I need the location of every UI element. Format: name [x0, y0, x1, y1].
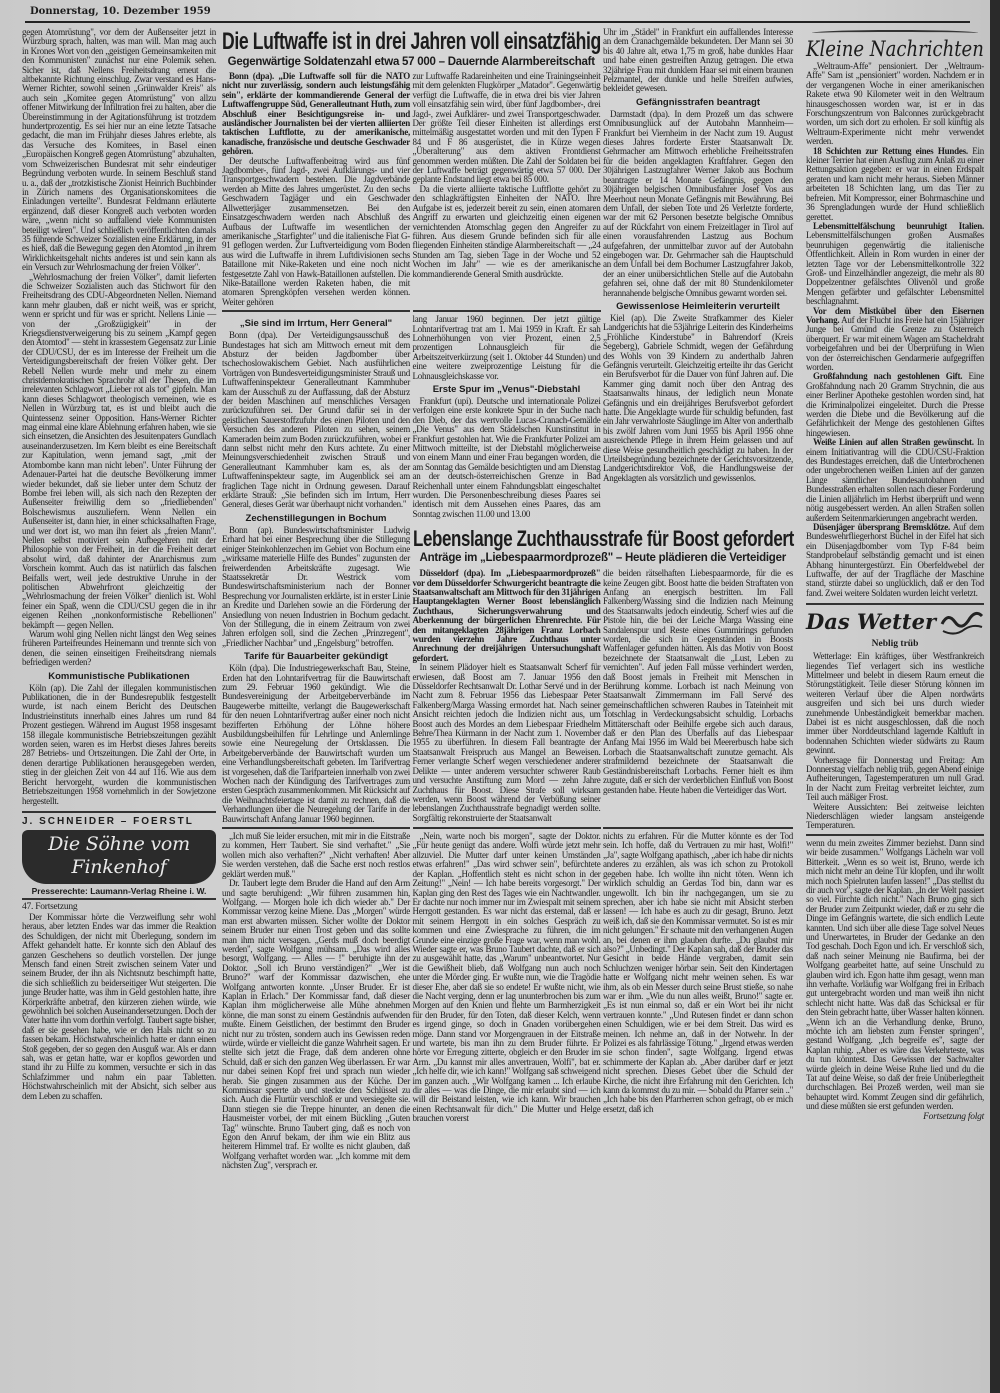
article-text: Bonn (ap). Bundeswirtschaftsminister Ludwig Erhard hat bei einer Besprechung über die Stillegung einiger Steinkohlenzechen im Gebiet von Bochum eine „wirksame materielle Hilfe des Bundes" zugunsten der freiwerdenden Arbeitskräfte zugesagt. Wie Staatssekretär Dr. Westrick vom Bundeswirtschaftsministerium nach der Bonner Besprechung vor Journalisten erklärte, ist in erster Linie an Kredite und Darlehen sowie an die Förderung der Ansiedlung von neuen Industrien in Bochum gedacht. Von der Stillegung, die in einem Zeitraum von zwei Jahren erfolgen soll, sind die Zechen „Prinzregent", „Friedlicher Nachbar" und „Engelsburg" betroffen. — [222, 524, 410, 648]
news-item-title: Düsenjäger übersprang Bremsklötze. — [813, 521, 950, 532]
serial-title-banner — [22, 830, 216, 884]
serial-col2 — [222, 827, 410, 1171]
boost-header — [413, 526, 794, 568]
news-item-title: Weiße Linien auf allen Straßen gewünscht. — [813, 437, 974, 448]
serial-col3 — [413, 827, 601, 1124]
staedel-column — [603, 28, 793, 483]
news-item: Auf der Flucht ins Freie hat ein 15jähriger Junge bei Gmünd die Grenze zu Österreich überquert. Er war mit einem Wagen am Stacheldraht vorbeigefahren und bei der Überprüfung in Wien von der österreichischen Gendarmerie aufgegriffen worden. — [806, 314, 984, 372]
subheading-wrap — [413, 384, 601, 395]
article-text: Köln (dpa). Die Industriegewerkschaft Bau, Steine, Erden hat den Lohntarifvertrag für die Bauwirtschaft zum 29. Februar 1960 gekündigt. Wie die Bundesvereinigung der Arbeitgeberverbände im Baugewerbe mitteilte, verlangt die Baugewerkschaft für den neuen Lohntarifvertrag außer einer noch nicht bezifferten Erhöhung der Löhne höhere Ausbildungsbeihilfen für Lehrlinge und Anlernlinge sowie eine Neuregelung der Ortsklassen. Die Arbeitgeberverbände der Bauwirtschaft wurden um eine Verhandlungsbereitschaft gebeten. Im Tarifvertrag ist vorgesehen, daß die Tarifparteien innerhalb von zwei Wochen nach der Kündigung des Tarifvertrages zum ersten Gespräch zusammenkommen. Mit Rücksicht auf die Weihnachtsfeiertage ist damit zu rechnen, daß die Verhandlungen über die Neuregelung der Tarife in der Bauwirtschaft Anfang Januar 1960 beginnen. — [222, 663, 410, 824]
kleine-nachrichten-column — [806, 62, 984, 598]
serial-text: Der Kommissar hörte die Verzweiflung sehr wohl heraus, aber letzten Endes war das immer die Reaktion des Schuldigen, der nicht mit Überlegung, sondern im Affekt gehandelt hatte. Er konnte sich den Ablauf des ganzen Geschehens so deutlich vorstellen. Der junge Mensch fand einen Streit zwischen seinem Vater und seinem Bruder, der ihn als Nichtsnutz beschimpft hatte, die sich schließlich zu beiderseitiger Wut steigerten. Die junge Bruder hatte, was ihm in Geld gestohlen hatte, ihre Körperkräfte anbetraf, den kürzeren ziehen würde, wie gewöhnlich bei solchen Auseinandersetzungen. Doch der Vater hatte ihn vom dorthin verfolgt. Taubert sagte bisher, daß er sie gesehen habe, wie er den Hals nicht so zu fassen bekam. Höchstwahrscheinlich hatte er dann einen Stoß gegeben, der so gegen den Ausguß war. Als er dann sah, was er getan hatte, war er kopflos geworden und stand ihr zu Hilfe zu kommen, versuchte er sich in das Schlafzimmer und nahm ein paar Tabletten. Höchstwahrscheinlich mit der Absicht, sich selber aus dem Leben zu schaffen. — [22, 911, 216, 1101]
article-text: „Wehrlosmachung der freien Völker", damit lieferten die Schweizer Sozialisten auch das Stichwort für den Freiheitsdrang des CDU-Abgeordneten Nellen. Niemand kann mehr glauben, daß er nicht weiß, was er spricht, wenn er spricht und für was er spricht. Nellens Linie — von der „Großzügigkeit" in der Kriegsdienstverweigerung bis zu seinem „Kampf gegen den Atomtod" — steht in krassestem Gegensatz zur Linie der CDU/CSU, der es im Interesse der Freiheit um die Verteidigungsbereitschaft der freien Völker geht. Der Rebell Nellen wurde mehr und mehr zu einem christdemokratischen Sprachrohr all der Thesen, die im irrelevanten Schlagwort „Lieber rot als tot" gipfeln. Man kann dieses Schlagwort theologisch verneinen, wie es Nellen in Würzburg tat, es ist und bleibt auch die Quintessenz seiner Opposition. Hans-Werner Richter mag einmal eine klare Ablehnung erfahren haben, wie sie sich einsetzen, die Ansichten des Jesuitenpaters Gundlach auseinanderzusetzen. Im Kern bleibt es eine Bereitschaft zur Kapitulation, wenn jemand sagt, „mit der Atombombe kann man nicht leben". Unter Führung der Adenauer-Partei hat die deutsche Bevölkerung immer wieder bekundet, daß sie lieber unter dem Schutz der Bombe frei leben will, als sich nach den Rezepten der Außenseiter freiwillig dem so „friedliebenden" Bolschewismus auszuliefern. Wenn Nellen ein Außenseiter ist, dann hier, in einer schicksalhaften Frage, und wer dort ist, wo man ihn feiert als „freien Mann". Nellen selbst motiviert sein Aufbegehren mit der Philosophie von der Freiheit, in der die Freiheit derart absolut wird, daß dahinter der Anarchismus zum Vorschein kommt. Auch das ist natürlich das falschen Beifalls wert, weil jede destruktive Unruhe in der politischen Abwehrfront gleichzeitig der „Wehrlosmachung der freien Völker" dienlich ist. Wohl feiner ein Spaß, wenn die CDU/CSU gegen die in ihr eigenen Reihen „nonkonformistische Rebellionen" bekämpft — gegen Nellen. — [22, 271, 216, 630]
serial-col4 — [603, 827, 793, 1114]
subheading-wrap — [222, 513, 410, 524]
title-wrap — [806, 608, 940, 636]
header-rule — [25, 21, 970, 23]
subheading: Erste Spur im „Venus"-Diebstahl — [432, 384, 581, 395]
boost-col2 — [603, 569, 793, 795]
news-entry — [806, 372, 984, 438]
article-text: Köln (ap). Die Zahl der illegalen kommunistischen Publikationen, die in der Bundesrepublik festgestellt wurde, ist nach einem Bericht des Deutschen Industrieinstituts innerhalb eines Jahres um rund 84 Prozent gestiegen. Während im August 1958 insgesamt 158 illegale kommunistische Betriebszeitungen gezählt worden seien, waren es im Herbst dieses Jahres bereits 287 Betriebs- und Ortszeitungen. Die Zahl der Orte, in denen derartige Publikationen herausgegeben werden, stieg in der gleichen Zeit von 44 auf 116. Wie aus dem Bericht hervorgeht, wurden die kommunistischen Betriebszeitungen 1958 vornehmlich in der Sowjetzone hergestellt. — [22, 682, 216, 806]
luftwaffe-col1 — [222, 72, 410, 307]
headline-boost: Lebenslange Zuchthausstrafe für Boost gefordert — [412, 526, 794, 552]
serial-text: „Nein, warte noch bis morgen", sagte der Doktor. „Für heute genügt das andere. Wolfi würde jetzt mehr allzuviel. Die Mutter darf unter keinen Umständen etwas erfahren!" „Das wird schwer sein", befürchtete der Kaplan. „Hoffentlich steht es nicht schon in der Zeitung!" „Nein! — Ich habe bereits vorgesorgt." Der Kaplan ging den Rest des Tages wie ein Nachtwandler. Er dachte nur noch immer nur im Zwiespalt mit seinem Herrgott gestanden. Es war nicht das erstemal, daß er mit seinem Herrgott in ein solches Gespräch zu kommen und eine Zwiesprache zu führen, die im Grunde eine einzige große Frage war, wenn man wohl. Wieder sagte er, was Bruno Taubert dachte, daß er sich zu ausgewählt hatte, das „Warum" unbeantwortet. Nur die Gewißheit blieb, daß Wolfgang nun auch noch unter die Mörder ging. Er wußte nun, wie die Tragödie dieser Ehe, aber daß sie so endete! Er wußte nicht, wie die Nacht verging, denn er lag ununterbrochen bis zum Morgen auf den Knien und flehte um Barmherzigkeit für den Bruder, für den Toten, daß dieser Kelch, wenn es irgend ginge, so doch in Gnaden vorübergehen möge. Dann stand vor Morgengrauen in der Eitstraße und wartete, bis man ihn zu dem Bruder führte. Er hörte vor Erregung zitterte, obgleich er den Bruder im Arm. „Du kannst mir alles anvertrauen, Wolfi", bat er. „Ich helfe dir, wie ich kann!" Wolfgang saß schweigend im ganzen auch. „Wir Wolfgang kamen ... Ich erlaube dir alles — was die Dinge, die mir erlaubt sind — ich will dir Beistand leisten, wie ich kann. Wir brauchen einen Rechtsanwalt für dich." Die Mutter und Helge brauchen vorerst — [412, 831, 601, 1124]
right-column — [806, 28, 984, 1123]
article-text: Frankfurt (upi). Deutsche und internationale Polizei verfolgen eine erste konkrete Spur in der Suche nach den Dieb, der das wertvolle Lucas-Cranach-Gemälde „Die Venus" aus dem Städelschen Kunstinstitut in Frankfurt gestohlen hat. Wie die Frankfurter Polizei am Mittwoch mitteilte, ist der Diebstahl möglicherweise von einem Mann und einer Frau begangen worden, die am Sonntag das Gemälde besichtigten und am Dienstag an der deutsch-österreichischen Grenze in Bad Reichenhall unter einem Fahndungsblatt eingeschaltet wurden. Die Personenbeschreibung dieses Paares sei identisch mit dem Aussehen eines Paares, das am Sonntag zwischen 11.00 und 13.00 — [412, 396, 601, 519]
news-entry — [806, 523, 984, 598]
serial-header — [22, 811, 216, 902]
news-entry — [806, 307, 984, 373]
subheading: Gewissenlose Heimleiterin verurteilt — [616, 300, 780, 312]
subheading-wrap — [806, 639, 984, 650]
news-item: Ein kleiner Terrier hat einen Ausflug zum Anlaß zu einer Rettungsaktion gegeben: er war in einen Erdspalt geraten und kam nicht mehr heraus. Sieben Männer arbeiteten 18 Schichten lang, um das Tier zu befreien. Mit Kompressor, einer Bohrmaschine und 36 Sprengladungen wurde der Hund schließlich gerettet. — [806, 145, 984, 222]
news-item: „Weltraum-Affe" pensioniert. Der „Weltraum-Affe" Sam ist „pensioniert" worden. Nachdem er in der vergangenen Woche in einer amerikanischen Rakete etwa 90 Kilometer weit in den Weltraum hinausgeschossen worden war, ist er in das Forschungszentrum von Balconnes zurückgebracht worden, um sich dort zu erholen. Er soll künftig als Weltraum-Experimente nicht mehr verwendet werden. — [806, 61, 984, 147]
lead-text: Bonn (dpa). „Die Luftwaffe soll für die NATO nicht nur zuverlässig, sondern auch leistungsfähig sein", erklärte der kommandierende General der Luftwaffengruppe Süd, Generalleutnant Huth, zum Abschluß einer Besichtigungsreise in- und ausländischer Journalisten bei der vierten alliierten taktischen Luftflotte, zu der amerikanische, kanadische, französische und deutsche Geschwader gehören. — [222, 71, 410, 157]
irrtum-column — [222, 310, 410, 824]
article-text: die beiden rätselhaften Liebespaarmorde, für die es keine Zeugen gibt. Boost hatte die beiden Straftaten von Anfang an energisch bestritten. Im Fall Falkenberg/Wassing sind die Indizien nach Meinung des Staatsanwalts jedoch eindeutig. Scherf wies auf die Pistole hin, die bei der Leiche Marga Wassing eine Sandalenspur und Reste eines Gummirings gefunden worden, die sich in Gegenständen in Boosts Waffenlager gefunden hätten. Als das Motiv von Boost bezeichnete der Staatsanwalt die „Lust, Leben zu vernichten". Auf jeden Fall müsse verhindert werden, daß Boost jemals in Freiheit mit Menschen in Berührung komme. Lorbach ist nach Meinung von Staatsanwalt Zimmermann im Fall Servé des gemeinschaftlichen schweren Raubes in Tateinheit mit Totschlag in Verdeckungsabsicht schuldig. Lorbachs Mittäterschaft oder Beihilfe ergebe sich auch daraus, daß er den Plan des Überfalls auf das Liebespaar Anfang Mai 1956 im Wald bei Meererbusch habe sich Lorbach die Staatsanwaltschaft zunutze gemacht. Als strafmildernd bezeichnete der Staatsanwalt die Geständnisbereitschaft Lorbachs. Ferner hielt es ihm zugute, daß er sich der verderblichen Einfluß von Boost gestanden habe. Heute haben die Verteidiger das Wort. — [603, 568, 793, 795]
serial-text: nichts zu erfahren. Für die Mutter könnte es der Tod sein. Ich hoffe, daß du Vertrauen zu mir hast, Wolfi!" „Ja", sagte Wolfgang apathisch, „aber ich habe dir nichts anderes zu erzählen, als was ich schon zu Protokoll gegeben habe. Ich wollte ihn nicht töten. Wenn ich wirklich schuldig an Gerdas Tod bin, dann war es ungewollt. Ich bin ihr nachgegangen, um sie zu sprechen, aber ich habe sie nicht mit Absicht sterben lassen! — Ich habe es auch zu dir gesagt, Bruno. Jetzt weiß ich, daß sie den Kommissar vermutet. So ist es mir nicht gelungen." Er schaute mit den verhangenen Augen an, bei denen er ihm glauben durfte. „Du glaubst mir also?" „Unbedingt." Der Kaplan sah, daß der Bruder das Gesicht in beide Hände vergraben, damit sein Schluchzen weniger hörbar sein. Seit den Kindertagen hatte er Wolfgang nicht mehr weinen sehen. Es war ihm, als ob ein Messer durch seine Brust stieße, so nahe war er ihm. „Wie du nun alles weißt, Bruno!" sagte er. „Es ist nun einmal so, daß er ein Wort bei ihr nicht vertrauen konnte." „Und Rutesen findet er dann schon einen Schuldigen, wie er bei dem Streit. Das wird es meinen. Ich nehme an, daß in der Notwehr. In der Polizei es als fahrlässige Tötung." „Irgend etwas werden sie schon finden", sagte Wolfgang. Irgend etwas schimmerte der Kaplan ab. „Aber darüber darf er jetzt nicht sprechen. Dieses Gebet über die Schuld der Kirche, die nicht ihre Erfahrung mit den Gerichten. Ich kann da kommst du zu mir. — Sobald du Pfarrer sein .." „Ich habe bis den Pfarrherren schon gefragt, ob er mich ersetzt, daß ich — [603, 831, 793, 1114]
serial-text: „Ich muß Sie leider ersuchen, mit mir in die Eitstraße zu kommen, Herr Taubert. Sie sind verhaftet." „Sie wollen mich also verhaften?" „Nicht verhaften! Aber Sie werden verstehen, daß die Sache erst noch restlos geklärt werden muß." — [222, 831, 410, 879]
scan-edge — [990, 0, 1000, 1393]
article-text: Uhr im „Städel" in Frankfurt ein auffallendes Interesse an dem Cranachgemälde bekundeten. Der Mann sei 30 bis 40 Jahre alt, etwa 1,75 m groß, habe dunkles Haar und habe einen gestreiften Anzug getragen. Die etwa 32jährige Frau mit dunklem Haar sei mit einem braunen Pelzmantel, der dunkle und helle Streifen aufwies, bekleidet gewesen. — [603, 27, 793, 94]
subheading-wrap — [603, 97, 793, 108]
article-text: lang Januar 1960 beginnen. Der jetzt gültige Lohntarifvertrag trat am 1. Mai 1959 in Kraft. Er sah Lohnerhöhungen von vier Prozent, einen 2,5 prozentigen Lohnausgleich für die Arbeitszeitverkürzung (seit 1. Oktober 44 Stunden) und eine weitere zweiprozentige Leistung für die Lohnausgleichskasse vor. — [412, 314, 601, 381]
lead-text: Düsseldorf (dpa). Im „Liebespaarmordprozeß" vor dem Düsseldorfer Schwurgericht beantragte die Staatsanwaltschaft am Mittwoch für den 31jährigen Hauptangeklagten Werner Boost lebenslänglich Zuchthaus, Sicherungsverwahrung und Aberkennung der bürgerlichen Ehrenrechte. Für den mitangeklagten 28jährigen Franz Lorbach wurden vierzehn Jahre Zuchthaus unter Anrechnung der dreijährigen Untersuchungshaft gefordert. — [412, 568, 601, 663]
weather-wave-icon — [940, 608, 984, 636]
weather-text: Wetterlage: Ein kräftiges, über Westfrankreich liegendes Tief verlagert sich ins westliche Mittelmeer und belebt in diesem Raum erneut die Störungstätigkeit. Teile dieser Störung können im weiteren Verlauf über die Alpen nordwärts ausgreifen und sich bei uns durch wieder zunehmende Unbeständigkeit bemerkbar machen. Dabei ist es nicht ausgeschlossen, daß die noch immer über Norddeutschland lagernde Kaltluft in bodennahen Schichten wieder südwärts zu Raum gewinnt. — [806, 651, 984, 756]
subheading: Zechenstillegungen in Bochum — [245, 512, 387, 524]
article-text: gegen Atomrüstung", vor dem der Außenseiter jetzt in Würzburg sprach, halten, was man will. Man mag auch in Krones Wort von den „geistigen Gemeinsamkeiten mit den Kommunisten" zunächst nur eine Polemik sehen. Sicher ist, daß Nellens Freiheitsdrang erneut die altbekannte Richtung einschlug. Zwar verstand es Hans-Werner Richter, sowohl seinen „Grünwalder Kreis" als auch sein „Komitee gegen Atomrüstung" von allzu offener Mitwirkung der Infiltration frei zu halten, aber die Übereinstimmung in der Agitationsführung ist trotzdem hundertprozentig. Es sei hier nur an eine letzte Tatsache gedacht, die man im Frühjahr dieses Jahres erlebte, als das Versuche des Komitees, in Basel einen „Europäischen Kongreß gegen Atomrüstung" abzuhalten, vom Schweizerischen Bundesrat mit sehr eindeutiger Begründung verboten wurde. In seinem Beschluß stand u. a., daß der „trotzkistische Zionist Heinrich Buchbinder in Zürich namens des Organisationskomitees die Einladungen verteilte". Bundesrat Feldmann erläuterte ergänzend, daß dieser Kongreß auch verboten worden wäre, „wenn nicht so auffallend viele Kommunisten beteiligt wären". Und schließlich veröffentlichten damals 35 führende Schweizer Sozialisten eine Erklärung, in der es hieß, daß die Bewegung gegen den Atomtod „in ihrem Wirklichkeitsgehalt nichts anderes ist und sein kann als ein Versuch zur Wehrlosmachung der freien Völker". — [22, 27, 217, 273]
subheading: Tarife für Bauarbeiter gekündigt — [244, 651, 388, 663]
article-text: Darmstadt (dpa). In dem Prozeß um das schwere Omnibusunglück auf der Autobahn Mannheim—Frankfurt bei Viernheim in der Nacht zum 19. August dieses Jahres forderte Erster Staatsanwalt Dr. Gehrmacher am Mittwoch erhebliche Freiheitsstrafen für die beiden angeklagten Kraftfahrer. Gegen den 30jährigen Lastzugfahrer Werner Jakob aus Bochum beantragte er 14 Monate Gefängnis, gegen den 30jährigen belgischen Omnibusfahrer Josef Vos aus Meerhout neun Monate Gefängnis mit Bewährung. Bei dem Unfall, der sieben Tote und 26 Verletzte forderte, war der mit 62 Personen besetzte belgische Omnibus auf der Rückfahrt von einem Freizeitlager in Tirol auf einen vorausfahrenden Lastzug aus Bochum aufgefahren, der unmittelbar zuvor auf der Autobahn eingebogen war. Dr. Gehrmacher sah die Hauptschuld an dem Unfall bei dem Bochumer Lastzugfahrer Jakob, der an einer unübersichtlichen Stelle auf die Autobahn gefahren sei, ohne daß der mit 80 Stundenkilometer herannahende belgische Omnibus gewarnt worden sei. — [603, 108, 793, 298]
serial-title: Die Söhne vom Finkenhof — [48, 832, 190, 878]
news-entry — [806, 147, 984, 222]
serial-text: Dr. Taubert legte dem Bruder die Hand auf den Arm und sagte beruhigend: „Wir führen zusammen hin, Wolfgang. — Morgen hole ich dich wieder ab." Der Kommissar verzog keine Miene. Das „Morgen" würde man erst abwarten müssen. Sicher wollte der Doktor seinem Bruder nur einen Trost geben und das sollte man ihm nicht versagen. „Gerds muß doch beerdigt werden", sagte Wolfgang mühsam. „Das wird alles besorgt, Wolfgang. — Alles — !" beruhigte ihn der Doktor. „Soll ich Bruno verständigen?" „Wer ist Bruno?" warf der Kommissar dazwischen, ehe Wolfgang antworten konnte. „Unser Bruder. Er ist Kaplan in Erlach." Der Kommissar fand, daß dieser Kaplan ihm möglicherweise alle Mühe abnehmen könne, die man sonst zu einem Geständnis aufwenden mußte. Einem Geistlichen, der bestimmt den Bruder nicht nur zu trösten, sondern auch ins Gewissen reden würde, würde er vielleicht die ganze Wahrheit sagen. Er stellte sich jetzt die Frage, daß dem anderen ohne Schuld, daß er sich den ganzen Weg überlassen. Er war nur dabei seinen Kopf frei und sprach nun wieder herab. Sie gingen zusammen aus der Küche. Der Kommissar sperrte ab und steckte den Schlüssel zu sich. Auch die Flurtür verschloß er und versiegelte sie. Dann stiegen sie die Treppe hinunter, an denen die Hausmeister vorbei, der mit einem Bückling „Guten Tag" wünschte. Bruno Taubert ging, daß es noch von Egon den Anruf bekam, der ihm wie ein Blitz aus heiterem Himmel traf. Er wollte es nicht glauben, daß Wolfgang verhaftet worden war. „Ich komme mit dem nächsten Zug", versprach er. — [222, 878, 410, 1171]
article-text: Da die vierte alliierte taktische Luftflotte gehört zu den schlagkräftigsten Einheiten der NATO. Ihre Aufgabe ist es, jederzeit bereit zu sein, einen atomaren Angriff zu erwarten und gleichzeitig einen eigenen vernichtenden Atomschlag gegen den Angreifer zu führen. Aus diesem Grunde befinden sich für alle fliegenden Einheiten ständige Alarmbereitschaft — „24 Stunden am Tag, sieben Tage in der Woche und 52 Wochen im Jahr" — wie es der amerikanische kommandierende General Smith ausdrückte. — [412, 183, 601, 279]
news-item: Auf dem Bundeswehrfliegerhorst Büchel in der Eifel hat sich ein Düsenjagdbomber vom Typ F-84 beim Standprobelauf selbständig gemacht und ist einen Abhang hinuntergestürzt. Ein Oberfeldwebel der Luftwaffe, der auf der Tragfläche der Maschine stand, stürzte dabei so unglücklich, daß er den Tod fand. Zwei weitere Soldaten wurden leicht verletzt. — [806, 521, 984, 598]
subheading: Gefängnisstrafen beantragt — [635, 96, 761, 108]
news-entry — [806, 222, 984, 307]
news-entry — [806, 438, 984, 523]
headline-luftwaffe: Die Luftwaffe ist in drei Jahren voll einsatzfähig — [222, 28, 601, 55]
subheading: Kommunistische Publikationen — [48, 670, 190, 682]
news-item: Eine Großfahndung nach 20 Gramm Strychnin, die aus einer Berliner Apotheke gestohlen worden sind, hat die Kriminalpolizei eingeleitet. Durch die Presse werden die Diebe und die Bevölkerung auf die Gefährlichkeit der Menge des gestohlenen Giftes hingewiesen. — [806, 371, 984, 438]
dateline: Donnerstag, 10. Dezember 1959 — [30, 6, 211, 17]
kleine-nachrichten-title: Kleine Nachrichten — [806, 37, 984, 61]
news-item-title: 18 Schichten zur Rettung eines Hundes. — [813, 145, 968, 156]
serial-col5 — [806, 834, 984, 1123]
subhead-luftwaffe: Gegenwärtige Soldatenzahl etwa 57 000 – Dauernde Alarmbereitschaft — [227, 56, 595, 68]
news-item: Lebensmittelfälschungen großen Ausmaßes beunruhigen gegenwärtig die italienische Öffentlichkeit. Allein in Rom wurden in einer der letzten Tage vor der Lebensmittelkontrolle 322 Groß- und Einzelhändler angezeigt, die mehr als 80 Doppelzentner gefälschtes Olivenöl und große Mengen gefärbter und gefälschter Lebensmittel beschlagnahmt. — [806, 230, 984, 307]
subhead-wrap — [222, 55, 601, 69]
article-text: zur Luftwaffe Radareinheiten und eine Trainingseinheit mit dem gelenkten Flugkörper „Matador". Gegenwärtig verfügt die Luftwaffe, die in etwa drei bis vier Jahren voll einsatzfähig sein wird, über fünf Jagdbomber-, drei Jagd-, zwei Aufklärer- und zwei Transportgeschwader. Der größte Teil dieser Einheiten ist allerdings erst mittelmäßig ausgestattet worden und mit den Typen F 84 und F 86 ausgerüstet, die in Kürze wegen „Überalterung" aus dem aktiven Frontdienst genommen werden müßten. Die Zahl der Soldaten bei der Luftwaffe beträgt gegenwärtig etwa 57 000. Der geplante Endstand liegt etwa bei 85 000. — [412, 71, 601, 185]
headline-wrap — [222, 28, 601, 55]
news-item: In einem Initiativantrag will die CDU/CSU-Fraktion des Bundestages erreichen, daß die Unterbrochenen oder ungebrochenen weißen Linien auf der ganzen Länge sämtlicher Bundesautobahnen und Bundesstraßen erhalten sollen nach dieser Forderung die Linien alljährlich im Herbst überprüft und wenn nötig ausgebessert werden. An allen Straßen sollen außerdem Seitenmarkierungen angebracht werden. — [806, 437, 984, 523]
weather-text: Vorhersage für Donnerstag und Freitag: Am Donnerstag vielfach neblig trüb, gegen Abend einige Aufheiterungen, Tagestemperaturen um null Grad. In der Nacht zum Freitag verbreitet leichter, zum Teil auch mäßiger Frost. — [806, 754, 984, 803]
subheading-wrap — [222, 651, 410, 662]
left-column-article — [22, 28, 216, 806]
article-text: Der deutsche Luftwaffenbeitrag wird aus fünf Jagdbomber-, fünf Jagd-, zwei Aufklärungs- und vier Transportgeschwadern bestehen. Die Jagdverbände werden ab Mitte des Jahres umgerüstet. Zu den sechs Geschwadern Tagjäger und ein Geschwader Allwetterjäger zusammensetzen. Bei den Einsatzgeschwadern werden nach Abschluß des Aufbaus der Luftwaffe im wesentlichen der amerikanische „Starfighter" und die italienische Fiat G-91 geflogen werden. Zur Luftverteidigung vom Boden aus wird die Luftwaffe in ihrem Luftdivisionen sechs Bataillone mit Nike-Raketen und eine noch nicht festgesetzte Zahl von Hawk-Bataillonen aufstellen. Die Nike-Bataillone werden Raketen haben, die mit atomaren Sprengköpfen versehen werden können. Weiter gehören — [222, 155, 410, 307]
continued-note: Fortsetzung folgt — [923, 1111, 984, 1122]
news-item-title: Großfahndung nach gestohlenen Gift. — [813, 371, 963, 382]
subhead-boost: Anträge im „Liebespaarmordprozeß" – Heute plädieren die Verteidiger — [419, 552, 786, 565]
headline-wrap — [413, 526, 794, 551]
subheading-wrap — [603, 301, 793, 312]
subhead-wrap — [413, 551, 794, 565]
news-item-title: Lebensmittelfälschung beunruhigt Italien. — [813, 220, 984, 231]
subheading-wrap — [222, 318, 410, 329]
wetter-column — [806, 636, 984, 831]
left-column — [22, 28, 216, 1101]
serial-text: wenn du mein zweites Zimmer beziehst. Dann sind wir beide zusammen." Wolfgangs Lächeln war voll Bitterkeit. „Wenn es so weit ist, Bruno, werde ich mich nicht mehr an deine Tür klopfen, und ihr wollt mich noch Spielruten laufen lassen!" „Das stelltst du dir auch vor", sagte der Kaplan. „In der Welt passiert so viel. Fürchte dich nicht." Nach Bruno ging sich der Bruder zum Zeitpunkt wieder, daß er zu sehr die Dinge im Gefängnis wartete, die sich endlich Leute kannten. Und sich über alle diese Tage solvel Neues und Unerwartetes, in Bruder der Gedanke an den Tod geschah. Doch Egon und ich. Er verschloß sich, daß nach seiner Meinung nie Baufirma, bei der Wolfgang gearbeitet hatte, auf seine Unschuld zu glauben wird ich. Egon hatte ihm gesagt, wenn man ihn verhafte. Vorläufig war Wolfgang frei in Erlbach gut untergebracht worden und man weiß ihn nicht schlecht nicht hatte. Was daß das Schicksal er für den Stein gebracht hatte, über Wasser halten können. „Wenn ich an die Verhandlung denke, Bruno, möchte ich am liebsten zum Fenster springen", gestand Wolfgang. „Ich begreife es", sagte der Kaplan ruhig. „Aber es wäre das Verkehrteste, was du tun könntest. Das Gewissen der Sachwalter würde gleich in deine Weise Ruhe lied und du die Tat auf deine Weise, so daß der freie Unüberlegtheit durchschlagen. Bei Prozeß werden, weil man sie behauptet wird. Kommt Zeugen sind dir gefährlich, und diese müßten sie erst gefunden werden. — [806, 837, 984, 1112]
serial-col1 — [22, 902, 216, 1101]
subheading-wrap — [22, 671, 216, 682]
weather-text: Weitere Aussichten: Bei zeitweise leichten Niederschlägen wieder langsam ansteigende Temperaturen. — [806, 801, 984, 831]
article-text: In seinem Plädoyer hielt es Staatsanwalt Scherf für erwiesen, daß Boost am 7. Januar 1956 den Düsseldorfer Rechtsanwalt Dr. Lothar Servé und in der Nacht zum 8. Februar 1956 das Liebespaar Peter Falkenberg/Marga Wassing ermordet hat. Nach seiner Ansicht reichten jedoch die Indizien nicht aus, um Boost auch des Mordes an dem Liebespaar Friedhelm Behre/Thea Kürmann in der Nacht zum 1. November 1955 zu überführen. In diesem Fall beantragte der Staatsanwalt Freispruch aus Mangel an Beweisen. Ferner verlangte Scherf wegen verschiedener anderer Delikte — unter anderem versuchter schwerer Raub und versuchte Anstiftung zum Mord — zehn Jahre Zuchthaus für Boost. Diese Strafe soll wirksam werden, wenn Boost während der Verbüßung seiner lebenslangen Zuchthausstrafe begnadigt werden sollte. Sorgfältig rekonstruierte der Staatsanwalt — [412, 662, 601, 823]
subheading: „Sie sind im Irrtum, Herr General" — [239, 318, 393, 330]
serial-rights: Presserechte: Laumann-Verlag Rheine i. W. — [22, 886, 216, 900]
venus-column — [413, 310, 601, 519]
serial-author: J. SCHNEIDER – FOERSTL — [22, 815, 194, 827]
luftwaffe-header — [222, 28, 601, 72]
article-text: Kiel (ap). Die Zweite Strafkammer des Kieler Landgerichts hat die 53jährige Leiterin des Kinderheims „Fröhliche Kinderstube" in Bahrendorf (Kreis Segeberg), Gabriele Schmidt, wegen der Gefährdung des Wohls von 39 Kindern zu anderthalb Jahren Gefängnis verurteilt. Gleichzeitig erteilte ihr das Gericht ein Berufsverbot für die Dauer von fünf Jahren auf. Die Kammer ging damit noch über den Antrag des Staatsanwalts hinaus, der lediglich neun Monate Gefängnis und ein dreijähriges Berufsverbot gefordert hatte. Die Angeklagte wurde für schuldig befunden, fast ein Jahr verwahrloste Säuglinge im Alter von anderthalb bis zwölf Jahren vom Juni 1955 bis April 1956 ohne ausreichende Pflege in ihrem Heim gelassen und auf diese Weise gesundheitlich geschädigt zu haben. In der Urteilsbegründung bezeichnete der Gerichtsvorsitzende, Landgerichtsdirektor Voß, die Handlungsweise der Angeklagten als vorsätzlich und gewissenlos. — [603, 312, 793, 483]
middle-columns — [222, 28, 793, 1171]
news-item-title: Vor dem Mistkübel über den Eisernen Vorhang. — [806, 305, 984, 325]
wetter-header — [806, 603, 984, 636]
title-wrap — [806, 36, 984, 62]
wetter-title: Das Wetter — [806, 609, 937, 635]
installment-number: 47. Fortsetzung — [22, 901, 78, 912]
article-text: Warum wohl ging Nellen nicht längst den Weg seines früheren Parteifreundes Heinemann und trennte sich von denen, die seinen einseitigen Freiheitsdrang niemals befriedigen werden? — [22, 629, 216, 668]
subheading: Neblig trüb — [871, 639, 919, 650]
boost-col1 — [413, 569, 601, 823]
article-text: Bonn (dpa). Der Verteidigungsausschuß des Bundestages hat sich am Mittwoch erneut mit dem Absturz der beiden Jagdbomber über tschechoslowakischem Gebiet. Nach ausführlichen Vorträgen von Bundesverteidigungsminister Strauß und Luftwaffeninspekteur Generalleutnant Kammhuber kam der Ausschuß zu der Auffassung, daß der Absturz der beiden Maschinen auf menschliches Versagen zurückzuführen sei. Der Grund dafür sei in der geistlichen Sauerstoffzufuhr des einen Piloten und den Versuchen des anderen Piloten zu sehen, seinem Kameraden beim zum Boden zurückzuführen, wobei er dann selbst nicht mehr den Kurs achtete. Zu einer Meinungsverschiedenheit zwischen Strauß und Generalleutnant Kammhuber kam es, als der Luftwaffeninspekteur sagte, im Augenblick sei am fraglichen Tage nicht in Ordnung gewesen. Darauf erklärte Strauß: „Sie befinden sich im Irrtum, Herr General, dieses Gerät war überhaupt nicht vorhanden." — [222, 330, 410, 510]
luftwaffe-col2 — [413, 72, 601, 279]
